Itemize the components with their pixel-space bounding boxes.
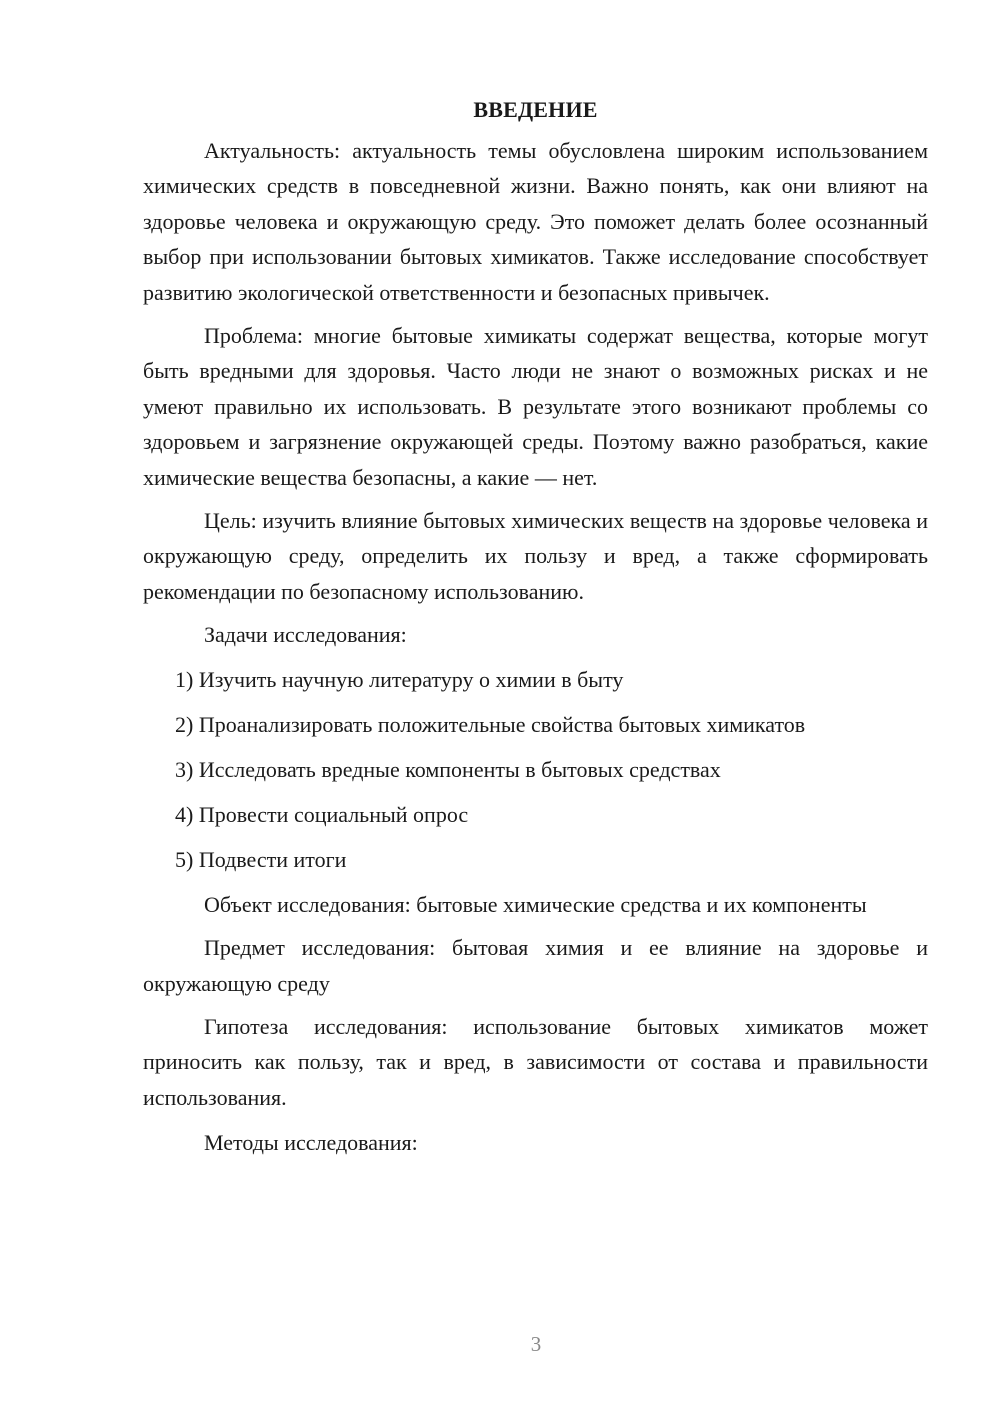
task-item: 5) Подвести итоги [175, 846, 347, 872]
object-paragraph: Объект исследования: бытовые химические средства и их компоненты [204, 891, 867, 917]
subject-paragraph: Предмет исследования: бытовая химия и ее влияние на здоровье и окружающую среду [143, 935, 928, 996]
relevance-paragraph: Актуальность: актуальность темы обусловлена широким использованием химических средств в повседневной жизни. Важно понять, как они влияют на здоровье человека и окружающую среду. Это поможет делать более осознанный выбор при использовании бытовых химикатов. Также исследование способствует развитию экологической ответственности и безопасных привычек. [143, 138, 928, 305]
problem-paragraph: Проблема: многие бытовые химикаты содержат вещества, которые могут быть вредными для здоровья. Часто люди не знают о возможных рисках и не умеют правильно их использовать. В результате этого возникают проблемы со здоровьем и загрязнение окружающей среды. Поэтому важно разобраться, какие химические вещества безопасны, а какие — нет. [143, 323, 928, 490]
tasks-label: Задачи исследования: [204, 622, 407, 648]
goal-paragraph: Цель: изучить влияние бытовых химических веществ на здоровье человека и окружающую среду, определить их пользу и вред, а также сформировать рекомендации по безопасному использованию. [143, 508, 928, 604]
task-item: 1) Изучить научную литературу о химии в быту [175, 666, 624, 692]
document-page [143, 92, 928, 1170]
tasks-list [143, 662, 928, 877]
task-item: 3) Исследовать вредные компоненты в бытовых средствах [175, 756, 721, 782]
page-number: 3 [530, 1332, 542, 1356]
task-item: 2) Проанализировать положительные свойства бытовых химикатов [175, 711, 806, 737]
methods-label: Методы исследования: [204, 1130, 418, 1156]
hypothesis-paragraph: Гипотеза исследования: использование бытовых химикатов может приносить как пользу, так и вред, в зависимости от состава и правильности использования. [143, 1013, 928, 1110]
section-title: ВВЕДЕНИЕ [473, 97, 598, 122]
task-item: 4) Провести социальный опрос [175, 801, 469, 827]
